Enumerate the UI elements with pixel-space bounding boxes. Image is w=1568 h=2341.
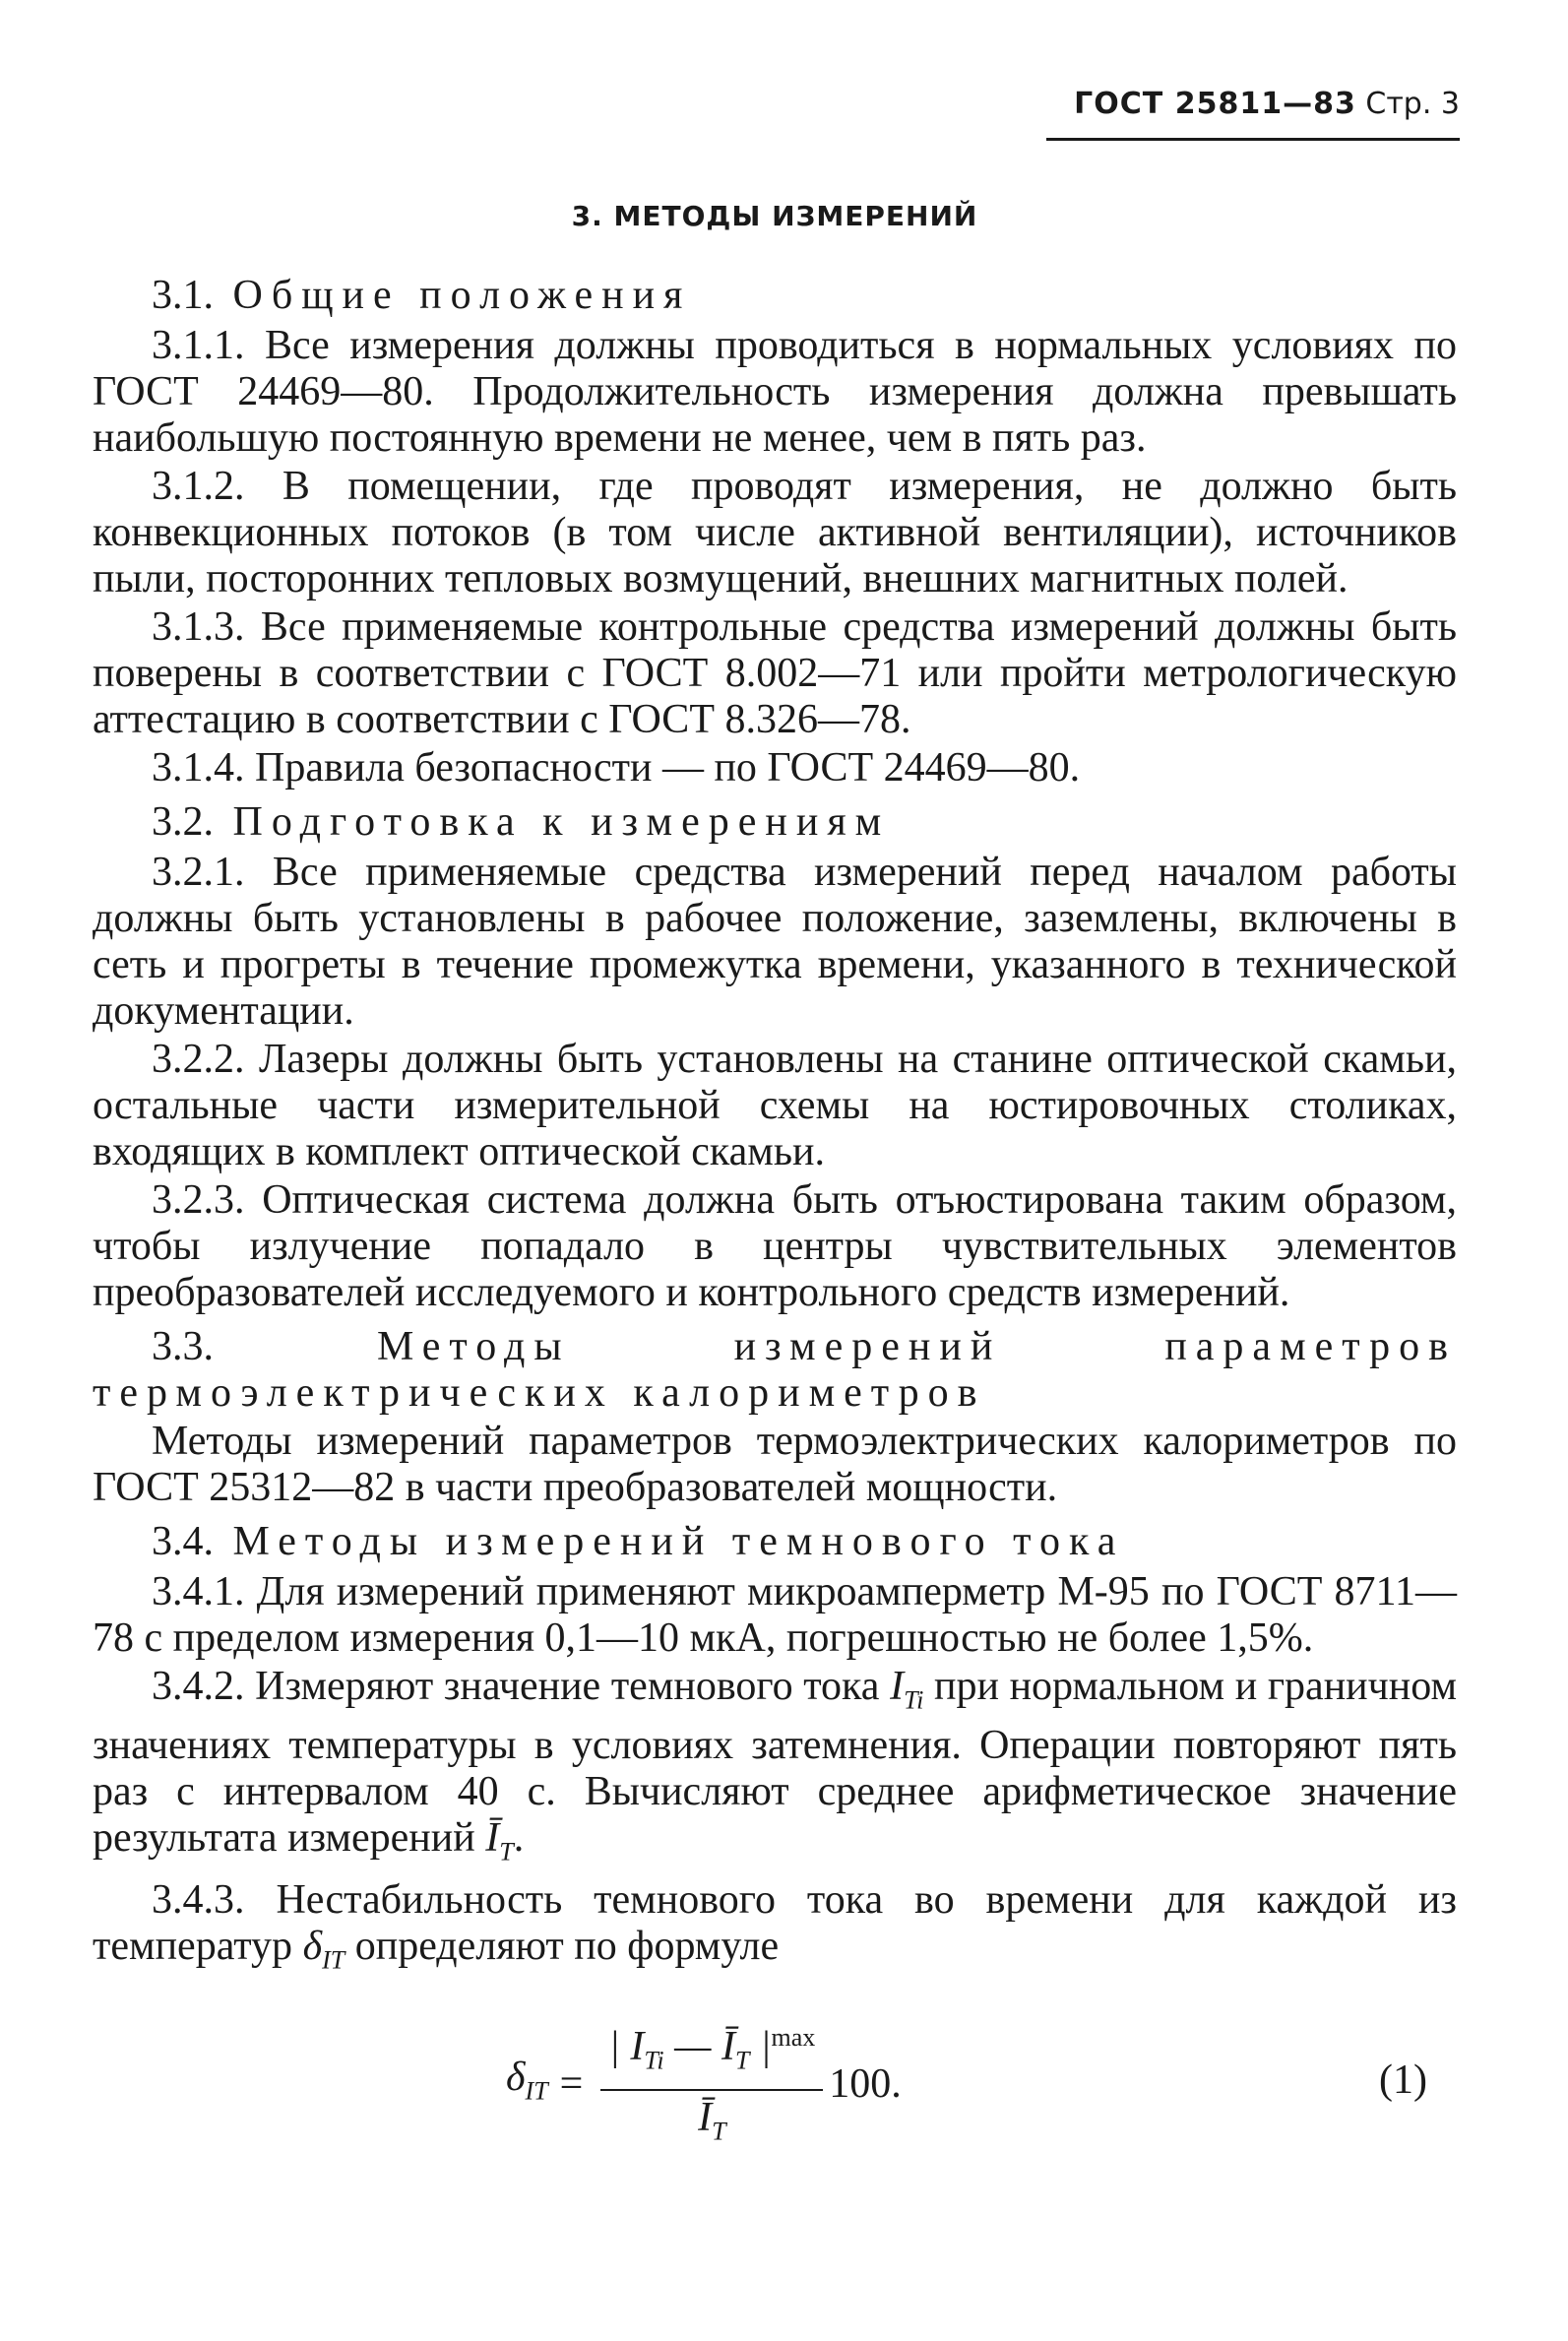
- mean-dark-current-symbol: $Ī_T$: [485, 1815, 514, 1866]
- paragraph-3-1-1: 3.1.1. Все измерения должны проводиться в нормальных условиях по ГОСТ 24469—80. Продолжительность измерения должна превышать наибольшую постоянную времени не менее, чем в пять раз.: [93, 323, 1457, 461]
- formula-denominator: $Ī_T$: [698, 2095, 726, 2146]
- gost-number: ГОСТ 25811—83: [1074, 87, 1356, 121]
- subsection-3-4-heading: 3.4. Методы измерений темнового тока: [152, 1519, 1125, 1564]
- formula-1: [93, 2010, 1457, 2158]
- paragraph-3-3: Методы измерений параметров термоэлектрических калориметров по ГОСТ 25312—82 в части преобразователей мощности.: [93, 1419, 1457, 1510]
- paragraph-3-2-3: 3.2.3. Оптическая система должна быть отъюстирована таким образом, чтобы излучение попадало в центры чувствительных элементов преобразователей исследуемого и контрольного средств измерений.: [93, 1177, 1457, 1315]
- paragraph-3-4-1: 3.4.1. Для измерений применяют микроамперметр М-95 по ГОСТ 8711—78 с пределом измерения 0,1—10 мкА, погрешностью не более 1,5%.: [93, 1569, 1457, 1661]
- subsection-3-3-heading: 3.3. Методы измерений параметров термоэлектрических калориметров: [93, 1324, 1457, 1416]
- formula-lhs: $\delta_{IT}$: [506, 2054, 548, 2106]
- paragraph-3-1-3: 3.1.3. Все применяемые контрольные средства измерений должны быть поверены в соответствии с ГОСТ 8.002—71 или пройти метрологическую аттестацию в соответствии с ГОСТ 8.326—78.: [93, 604, 1457, 742]
- formula-numerator: | $I_{Ti}$ — $Ī_T$ $|^{max}$: [600, 2014, 823, 2091]
- subsection-3-2-heading: 3.2. Подготовка к измерениям: [152, 799, 891, 845]
- paragraph-3-4-2: 3.4.2. Измеряют значение темнового тока $I_{Ti}$ при нормальном и граничном значениях температуры в условиях затемнения. Операции повторяют пять раз с интервалом 40 с. Вычисляют среднее арифметическое значение результата измерений $Ī_T$.: [93, 1664, 1458, 1866]
- page-number: Стр. 3: [1365, 87, 1460, 121]
- paragraph-3-1-2: 3.1.2. В помещении, где проводят измерения, не должно быть конвекционных потоков (в том числе активной вентиляции), источников пыли, посторонних тепловых возмущений, внешних магнитных полей.: [93, 464, 1457, 601]
- page-header: [1046, 87, 1460, 121]
- equation-number: (1): [1379, 2057, 1427, 2104]
- formula-factor: 100.: [829, 2060, 902, 2107]
- equals-sign: =: [559, 2060, 584, 2107]
- paragraph-3-1-4: 3.1.4. Правила безопасности — по ГОСТ 24469—80.: [152, 745, 1081, 791]
- header-divider: [1046, 138, 1460, 141]
- document-body: [93, 193, 1457, 2158]
- dark-current-symbol: $I_{Ti}$: [890, 1664, 924, 1715]
- paragraph-3-2-1: 3.2.1. Все применяемые средства измерений перед началом работы должны быть установлены в рабочее положение, заземлены, включены в сеть и прогреты в течение промежутка времени, указанного в технической документации.: [93, 850, 1457, 1034]
- subsection-3-1-heading: 3.1. Общие положения: [152, 273, 692, 318]
- formula-expression: [506, 2010, 902, 2158]
- paragraph-3-2-2: 3.2.2. Лазеры должны быть установлены на станине оптической скамьи, остальные части измерительной схемы на юстировочных столиках, входящих в комплект оптической скамьи.: [93, 1037, 1457, 1174]
- section-title: 3. МЕТОДЫ ИЗМЕРЕНИЙ: [571, 200, 978, 232]
- paragraph-3-4-3: 3.4.3. Нестабильность темнового тока во времени для каждой из температур $\delta_{IT}$ определяют по формуле: [93, 1876, 1457, 1975]
- instability-symbol: $\delta_{IT}$: [302, 1923, 345, 1975]
- formula-fraction: [600, 2014, 823, 2155]
